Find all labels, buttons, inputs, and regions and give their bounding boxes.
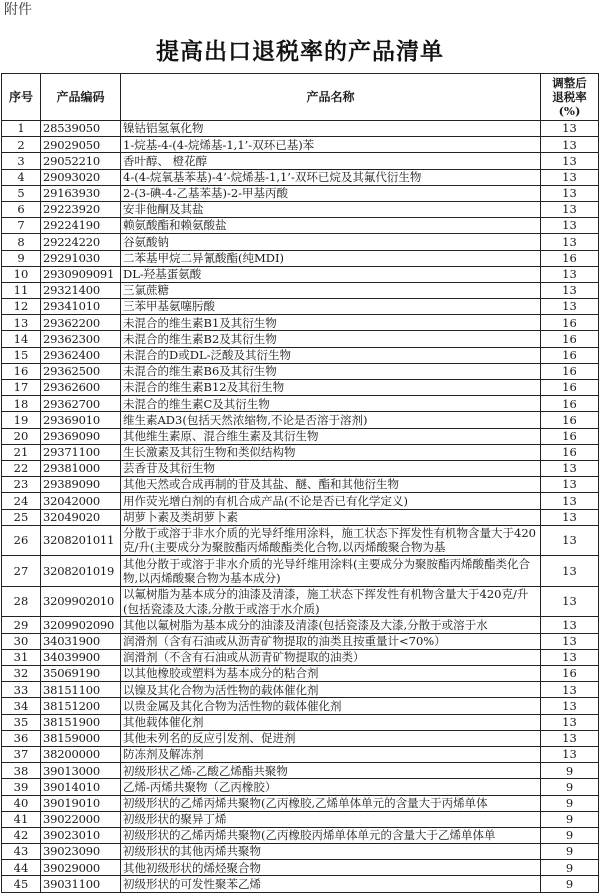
row-number: 10 xyxy=(2,266,41,282)
rebate-rate: 16 xyxy=(541,412,599,428)
product-name: 其他天然或合成再制的苷及其盐、醚、酯和其他衍生物 xyxy=(121,477,541,493)
product-code: 32049020 xyxy=(41,509,121,525)
rebate-rate: 13 xyxy=(541,586,599,617)
header-rate-line2: 退税率 xyxy=(552,90,587,104)
product-name: 镍钴铝氢氧化物 xyxy=(121,121,541,137)
product-name: 润滑剂（不含有石油或从沥青矿物提取的油类） xyxy=(121,649,541,665)
rebate-rate: 9 xyxy=(541,844,599,860)
product-code: 29029050 xyxy=(41,137,121,153)
rebate-rate: 16 xyxy=(541,666,599,682)
product-code: 29381000 xyxy=(41,460,121,476)
table-row xyxy=(2,827,599,843)
table-row xyxy=(2,795,599,811)
table-row xyxy=(2,763,599,779)
row-number: 19 xyxy=(2,412,41,428)
product-code: 39022000 xyxy=(41,811,121,827)
product-name: 生长激素及其衍生物和类似结构物 xyxy=(121,444,541,460)
row-number: 33 xyxy=(2,682,41,698)
product-name: 初级形状的可发性聚苯乙烯 xyxy=(121,876,541,892)
rebate-rate: 13 xyxy=(541,282,599,298)
product-code: 29224190 xyxy=(41,218,121,234)
rebate-rate: 16 xyxy=(541,444,599,460)
table-row xyxy=(2,649,599,665)
product-code: 29362700 xyxy=(41,396,121,412)
table-row xyxy=(2,876,599,892)
product-code: 35069190 xyxy=(41,666,121,682)
rebate-rate: 16 xyxy=(541,331,599,347)
header-code: 产品编码 xyxy=(41,74,121,121)
table-row xyxy=(2,811,599,827)
header-no: 序号 xyxy=(2,74,41,121)
row-number: 14 xyxy=(2,331,41,347)
product-name: 其他载体催化剂 xyxy=(121,714,541,730)
rebate-rate: 13 xyxy=(541,299,599,315)
row-number: 29 xyxy=(2,617,41,633)
product-name: 初级形状乙烯-乙酸乙烯酯共聚物 xyxy=(121,763,541,779)
row-number: 31 xyxy=(2,649,41,665)
product-name: 4-(4-烷氧基苯基)-4’-烷烯基-1,1’-双环已烷及其氟代衍生物 xyxy=(121,169,541,185)
product-name: 未混合的维生素B2及其衍生物 xyxy=(121,331,541,347)
product-name: 初级形状的其他丙烯共聚物 xyxy=(121,844,541,860)
row-number: 25 xyxy=(2,509,41,525)
product-code: 29371100 xyxy=(41,444,121,460)
product-code: 29389090 xyxy=(41,477,121,493)
product-name: 未混合的维生素C及其衍生物 xyxy=(121,396,541,412)
table-row xyxy=(2,218,599,234)
product-code: 34031900 xyxy=(41,633,121,649)
row-number: 6 xyxy=(2,201,41,217)
product-name: 其他以氟树脂为基本成分的油漆及清漆(包括瓷漆及大漆,分散于或溶于水 xyxy=(121,617,541,633)
table-row xyxy=(2,586,599,617)
table-row xyxy=(2,137,599,153)
table-row xyxy=(2,380,599,396)
product-name: 其他分散于或溶于非水介质的光导纤维用涂料(主要成分为聚胺酯丙烯酸酯类化合物,以丙烯酸聚合物为基本成分) xyxy=(121,556,541,587)
header-rate-line1: 调整后 xyxy=(552,76,587,90)
product-name: 三氯蔗糖 xyxy=(121,282,541,298)
product-code: 29321400 xyxy=(41,282,121,298)
product-code: 38151200 xyxy=(41,698,121,714)
product-code: 38151900 xyxy=(41,714,121,730)
rebate-rate: 13 xyxy=(541,137,599,153)
rebate-rate: 13 xyxy=(541,730,599,746)
row-number: 1 xyxy=(2,121,41,137)
rebate-rate: 9 xyxy=(541,779,599,795)
table-row xyxy=(2,714,599,730)
table-row xyxy=(2,617,599,633)
product-name: 用作荧光增白剂的有机合成产品(不论是否已有化学定义) xyxy=(121,493,541,509)
product-code: 29224220 xyxy=(41,234,121,250)
table-row xyxy=(2,299,599,315)
rebate-rate: 13 xyxy=(541,682,599,698)
row-number: 32 xyxy=(2,666,41,682)
table-row xyxy=(2,396,599,412)
row-number: 40 xyxy=(2,795,41,811)
row-number: 28 xyxy=(2,586,41,617)
row-number: 42 xyxy=(2,827,41,843)
table-row xyxy=(2,169,599,185)
table-row xyxy=(2,666,599,682)
product-code: 29369090 xyxy=(41,428,121,444)
row-number: 11 xyxy=(2,282,41,298)
table-row xyxy=(2,185,599,201)
product-code: 29362600 xyxy=(41,380,121,396)
rebate-rate: 16 xyxy=(541,315,599,331)
product-code: 29362400 xyxy=(41,347,121,363)
product-code: 29341010 xyxy=(41,299,121,315)
rebate-rate: 9 xyxy=(541,860,599,876)
table-row xyxy=(2,234,599,250)
product-code: 29369010 xyxy=(41,412,121,428)
product-code: 3209902090 xyxy=(41,617,121,633)
product-code: 29052210 xyxy=(41,153,121,169)
rebate-rate: 16 xyxy=(541,396,599,412)
product-code: 28539050 xyxy=(41,121,121,137)
row-number: 13 xyxy=(2,315,41,331)
product-name: 三苯甲基氨噻肟酸 xyxy=(121,299,541,315)
header-rate-line3: (%) xyxy=(558,104,581,118)
table-row xyxy=(2,844,599,860)
table-row xyxy=(2,315,599,331)
row-number: 20 xyxy=(2,428,41,444)
product-name: 初级形状的聚异丁烯 xyxy=(121,811,541,827)
product-code: 29291030 xyxy=(41,250,121,266)
product-name: 以贵金属及其化合物为活性物的载体催化剂 xyxy=(121,698,541,714)
table-row xyxy=(2,779,599,795)
row-number: 30 xyxy=(2,633,41,649)
rebate-rate: 9 xyxy=(541,876,599,892)
rebate-rate: 13 xyxy=(541,169,599,185)
product-code: 38159000 xyxy=(41,730,121,746)
product-name: 初级形状的乙烯丙烯共聚物(乙丙橡胶丙烯单体单元的含量大于乙烯单体单 xyxy=(121,827,541,843)
product-name: 防冻剂及解冻剂 xyxy=(121,746,541,762)
product-name: 2-(3-碘-4-乙基苯基)-2-甲基丙酸 xyxy=(121,185,541,201)
product-code: 38200000 xyxy=(41,746,121,762)
row-number: 41 xyxy=(2,811,41,827)
table-row xyxy=(2,331,599,347)
rebate-rate: 13 xyxy=(541,493,599,509)
row-number: 34 xyxy=(2,698,41,714)
row-number: 39 xyxy=(2,779,41,795)
product-name: 乙烯-丙烯共聚物（乙丙橡胶） xyxy=(121,779,541,795)
row-number: 43 xyxy=(2,844,41,860)
row-number: 26 xyxy=(2,525,41,556)
product-name: DL-羟基蛋氨酸 xyxy=(121,266,541,282)
product-name: 谷氨酸钠 xyxy=(121,234,541,250)
row-number: 16 xyxy=(2,363,41,379)
product-code: 39023010 xyxy=(41,827,121,843)
row-number: 27 xyxy=(2,556,41,587)
product-name: 其他维生素原、混合维生素及其衍生物 xyxy=(121,428,541,444)
table-row xyxy=(2,121,599,137)
product-code: 39013000 xyxy=(41,763,121,779)
rebate-rate: 9 xyxy=(541,763,599,779)
table-body xyxy=(2,121,599,893)
product-code: 3208201019 xyxy=(41,556,121,587)
rebate-rate: 13 xyxy=(541,649,599,665)
product-name: 胡萝卜素及类胡萝卜素 xyxy=(121,509,541,525)
product-name: 未混合的维生素B1及其衍生物 xyxy=(121,315,541,331)
product-code: 39019010 xyxy=(41,795,121,811)
product-name: 香叶醇、 橙花醇 xyxy=(121,153,541,169)
table-header-row xyxy=(2,74,599,121)
table-row xyxy=(2,682,599,698)
row-number: 4 xyxy=(2,169,41,185)
product-name: 1-烷基-4-(4-烷烯基-1,1’-双环已基)苯 xyxy=(121,137,541,153)
rebate-rate: 13 xyxy=(541,525,599,556)
table-row xyxy=(2,746,599,762)
product-code: 39014010 xyxy=(41,779,121,795)
product-name: 安非他酮及其盐 xyxy=(121,201,541,217)
product-name: 以氟树脂为基本成分的油漆及清漆，施工状态下挥发性有机物含量大于420克/升(包括瓷漆及大漆,分散于或溶于水介质) xyxy=(121,586,541,617)
row-number: 7 xyxy=(2,218,41,234)
page-title: 提高出口退税率的产品清单 xyxy=(156,38,444,65)
table-row xyxy=(2,633,599,649)
table-row xyxy=(2,153,599,169)
product-name: 赖氨酸酯和赖氨酸盐 xyxy=(121,218,541,234)
product-name: 其他初级形状的烯烃聚合物 xyxy=(121,860,541,876)
table-row xyxy=(2,201,599,217)
product-name: 维生素AD3(包括天然浓缩物,不论是否溶于溶剂) xyxy=(121,412,541,428)
row-number: 35 xyxy=(2,714,41,730)
product-name: 分散于或溶于非水介质的光导纤维用涂料，施工状态下挥发性有机物含量大于420克/升(主要成分为聚胺酯丙烯酸酯类化合物,以丙烯酸聚合物为基 xyxy=(121,525,541,556)
table-row xyxy=(2,698,599,714)
row-number: 23 xyxy=(2,477,41,493)
table-row xyxy=(2,730,599,746)
rebate-rate: 13 xyxy=(541,201,599,217)
table-row xyxy=(2,460,599,476)
row-number: 36 xyxy=(2,730,41,746)
product-code: 29093020 xyxy=(41,169,121,185)
row-number: 38 xyxy=(2,763,41,779)
row-number: 45 xyxy=(2,876,41,892)
table-row xyxy=(2,428,599,444)
header-name: 产品名称 xyxy=(121,74,541,121)
table-row xyxy=(2,493,599,509)
table-row xyxy=(2,477,599,493)
rebate-rate: 16 xyxy=(541,380,599,396)
product-code: 39023090 xyxy=(41,844,121,860)
row-number: 22 xyxy=(2,460,41,476)
product-code: 39031100 xyxy=(41,876,121,892)
row-number: 12 xyxy=(2,299,41,315)
row-number: 8 xyxy=(2,234,41,250)
row-number: 3 xyxy=(2,153,41,169)
row-number: 2 xyxy=(2,137,41,153)
rebate-rate: 13 xyxy=(541,477,599,493)
rebate-rate: 13 xyxy=(541,266,599,282)
table-row xyxy=(2,509,599,525)
product-name: 未混合的D或DL-泛酸及其衍生物 xyxy=(121,347,541,363)
product-code: 29223920 xyxy=(41,201,121,217)
header-rate xyxy=(541,74,599,121)
rebate-rate: 16 xyxy=(541,250,599,266)
product-name: 未混合的维生素B6及其衍生物 xyxy=(121,363,541,379)
row-number: 15 xyxy=(2,347,41,363)
product-name: 芸香苷及其衍生物 xyxy=(121,460,541,476)
row-number: 44 xyxy=(2,860,41,876)
rebate-rate: 9 xyxy=(541,827,599,843)
rebate-rate: 16 xyxy=(541,347,599,363)
rebate-rate: 9 xyxy=(541,811,599,827)
rebate-rate: 13 xyxy=(541,509,599,525)
product-name: 以其他橡胶或塑料为基本成分的粘合剂 xyxy=(121,666,541,682)
table-row xyxy=(2,525,599,556)
rebate-rate: 13 xyxy=(541,617,599,633)
row-number: 18 xyxy=(2,396,41,412)
product-code: 3209902010 xyxy=(41,586,121,617)
product-name: 其他未列名的反应引发剂、促进剂 xyxy=(121,730,541,746)
table-row xyxy=(2,412,599,428)
rebate-rate: 13 xyxy=(541,185,599,201)
rebate-rate: 13 xyxy=(541,698,599,714)
product-code: 3208201011 xyxy=(41,525,121,556)
rebate-rate: 9 xyxy=(541,795,599,811)
product-code: 29362500 xyxy=(41,363,121,379)
product-name: 以镍及其化合物为活性物的载体催化剂 xyxy=(121,682,541,698)
product-list-table xyxy=(1,73,599,893)
product-code: 29362200 xyxy=(41,315,121,331)
row-number: 21 xyxy=(2,444,41,460)
row-number: 9 xyxy=(2,250,41,266)
product-name: 初级形状的乙烯丙烯共聚物(乙丙橡胶,乙烯单体单元的含量大于丙烯单体 xyxy=(121,795,541,811)
table-row xyxy=(2,444,599,460)
product-code: 29163930 xyxy=(41,185,121,201)
product-code: 39029000 xyxy=(41,860,121,876)
rebate-rate: 13 xyxy=(541,633,599,649)
attachment-label: 附件 xyxy=(4,2,32,18)
table-row xyxy=(2,347,599,363)
row-number: 5 xyxy=(2,185,41,201)
rebate-rate: 13 xyxy=(541,153,599,169)
rebate-rate: 13 xyxy=(541,218,599,234)
row-number: 17 xyxy=(2,380,41,396)
rebate-rate: 16 xyxy=(541,428,599,444)
rebate-rate: 16 xyxy=(541,363,599,379)
rebate-rate: 13 xyxy=(541,121,599,137)
product-code: 38151100 xyxy=(41,682,121,698)
table-row xyxy=(2,282,599,298)
rebate-rate: 13 xyxy=(541,460,599,476)
rebate-rate: 13 xyxy=(541,234,599,250)
row-number: 37 xyxy=(2,746,41,762)
product-code: 2930909091 xyxy=(41,266,121,282)
product-name: 未混合的维生素B12及其衍生物 xyxy=(121,380,541,396)
product-code: 29362300 xyxy=(41,331,121,347)
product-code: 32042000 xyxy=(41,493,121,509)
table-row xyxy=(2,250,599,266)
product-name: 润滑剂（含有石油或从沥青矿物提取的油类且按重量计<70%） xyxy=(121,633,541,649)
table-row xyxy=(2,266,599,282)
rebate-rate: 13 xyxy=(541,746,599,762)
row-number: 24 xyxy=(2,493,41,509)
table-row xyxy=(2,556,599,587)
table-row xyxy=(2,363,599,379)
product-code: 34039900 xyxy=(41,649,121,665)
product-name: 二苯基甲烷二异氰酸酯(纯MDI) xyxy=(121,250,541,266)
rebate-rate: 13 xyxy=(541,714,599,730)
rebate-rate: 13 xyxy=(541,556,599,587)
table-row xyxy=(2,860,599,876)
